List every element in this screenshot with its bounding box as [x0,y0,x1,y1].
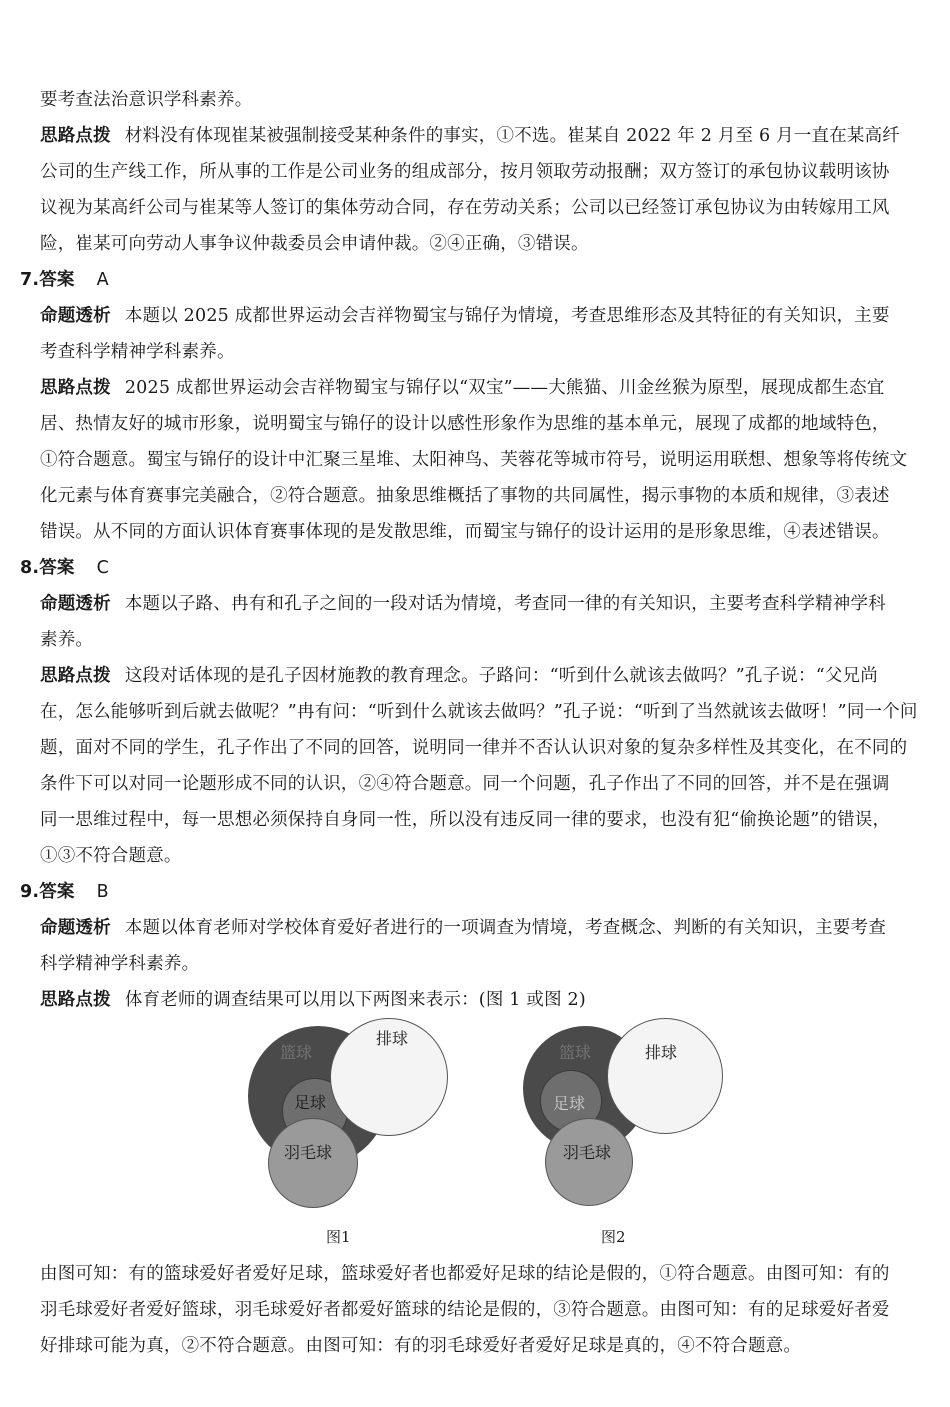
badminton-label: 羽毛球 [284,1143,333,1162]
text-line: 考查科学精神学科素养。 [40,342,235,362]
question-number: 7. [20,270,40,290]
venn-figure-2 [515,1018,730,1268]
text-line: 同一思维过程中，每一思想必须保持自身同一性，所以没有违反同一律的要求，也没有犯“偷换论题”的错误， [40,810,891,830]
text-line: 错误。从不同的方面认识体育赛事体现的是发散思维，而蜀宝与锦仔的设计运用的是形象思维，④表述错误。 [40,522,890,542]
section-label: 思路点拨 [40,666,111,686]
volleyball-circle [607,1018,723,1134]
volleyball-label: 排球 [645,1043,678,1062]
text-line: 思路点拨 2025 成都世界运动会吉祥物蜀宝与锦仔以“双宝”——大熊猫、川金丝猴为原型，展现成都生态宜 [40,378,885,398]
figure-caption: 图2 [601,1228,626,1246]
text-line: 险，崔某可向劳动人事争议仲裁委员会申请仲裁。②④正确，③错误。 [40,234,589,254]
section-label: 思路点拨 [40,378,111,398]
section-label: 命题透析 [40,594,111,614]
text-line: 在，怎么能够听到后就去做呢？”冉有问：“听到什么就该去做吗？”孔子说：“听到了当然就该去做呀！”同一个问 [40,702,918,722]
answer-value: A [96,270,109,290]
answer-label: 答案 [39,558,75,578]
section-label: 命题透析 [40,918,111,938]
text-line: 命题透析 本题以体育老师对学校体育爱好者进行的一项调查为情境，考查概念、判断的有关知识，主要考查 [40,918,886,938]
question-number: 9. [20,882,40,902]
question-answer [20,268,109,292]
text-line: 居、热情友好的城市形象，说明蜀宝与锦仔的设计以感性形象作为思维的基本单元，展现了成都的地域特色， [40,414,890,434]
figure-caption: 图1 [326,1228,351,1246]
text-line: 科学精神学科素养。 [40,954,200,974]
answer-label: 答案 [39,882,75,902]
text-line: 羽毛球爱好者爱好篮球，羽毛球爱好者都爱好篮球的结论是假的，③符合题意。由图可知：有的足球爱好者爱 [40,1300,890,1320]
section-label: 思路点拨 [40,126,111,146]
venn-figure-1 [240,1018,455,1268]
football-label: 足球 [553,1094,586,1113]
text-line: 由图可知：有的篮球爱好者爱好足球，篮球爱好者也都爱好足球的结论是假的，①符合题意。由图可知：有的 [40,1264,890,1284]
text-line: 命题透析 本题以 2025 成都世界运动会吉祥物蜀宝与锦仔为情境，考查思维形态及其特征的有关知识，主要 [40,306,890,326]
badminton-label: 羽毛球 [563,1143,612,1162]
text-line: 公司的生产线工作，所从事的工作是公司业务的组成部分，按月领取劳动报酬；双方签订的承包协议载明该协 [40,162,890,182]
badminton-circle [268,1118,358,1208]
text-line: 要考查法治意识学科素养。 [40,90,253,110]
answer-value: C [96,558,110,578]
question-answer [20,556,109,580]
text-line: 议视为某高纤公司与崔某等人签订的集体劳动合同，存在劳动关系；公司以已经签订承包协议为由转嫁用工风 [40,198,890,218]
basketball-label: 篮球 [280,1043,313,1062]
volleyball-label: 排球 [376,1029,409,1048]
text-line: 思路点拨 这段对话体现的是孔子因材施教的教育理念。子路问：“听到什么就该去做吗？”孔子说：“父兄尚 [40,666,878,686]
section-label: 思路点拨 [40,990,111,1010]
text-line: 命题透析 本题以子路、冉有和孔子之间的一段对话为情境，考查同一律的有关知识，主要考查科学精神学科 [40,594,886,614]
question-number: 8. [20,558,40,578]
text-line: 化元素与体育赛事完美融合，②符合题意。抽象思维概括了事物的共同属性，揭示事物的本质和规律，③表述 [40,486,890,506]
text-line: ①符合题意。蜀宝与锦仔的设计中汇聚三星堆、太阳神鸟、芙蓉花等城市符号，说明运用联想、想象等将传统文 [40,450,908,470]
text-line: 素养。 [40,630,94,650]
answer-label: 答案 [39,270,75,290]
text-line: ①③不符合题意。 [40,846,182,866]
section-label: 命题透析 [40,306,111,326]
answer-value: B [96,882,109,902]
question-answer [20,880,109,904]
text-line: 思路点拨 材料没有体现崔某被强制接受某种条件的事实，①不选。崔某自 2022 年 2 月至 6 月一直在某高纤 [40,126,900,146]
text-line: 思路点拨 体育老师的调查结果可以用以下两图来表示：(图 1 或图 2) [40,990,586,1010]
football-label: 足球 [294,1093,327,1112]
basketball-label: 篮球 [559,1043,592,1062]
text-line: 题，面对不同的学生，孔子作出了不同的回答，说明同一律并不否认认识对象的复杂多样性及其变化，在不同的 [40,738,908,758]
text-line: 好排球可能为真，②不符合题意。由图可知：有的羽毛球爱好者爱好足球是真的，④不符合题意。 [40,1336,802,1356]
text-line: 条件下可以对同一论题形成不同的认识，②④符合题意。同一个问题，孔子作出了不同的回答，并不是在强调 [40,774,890,794]
